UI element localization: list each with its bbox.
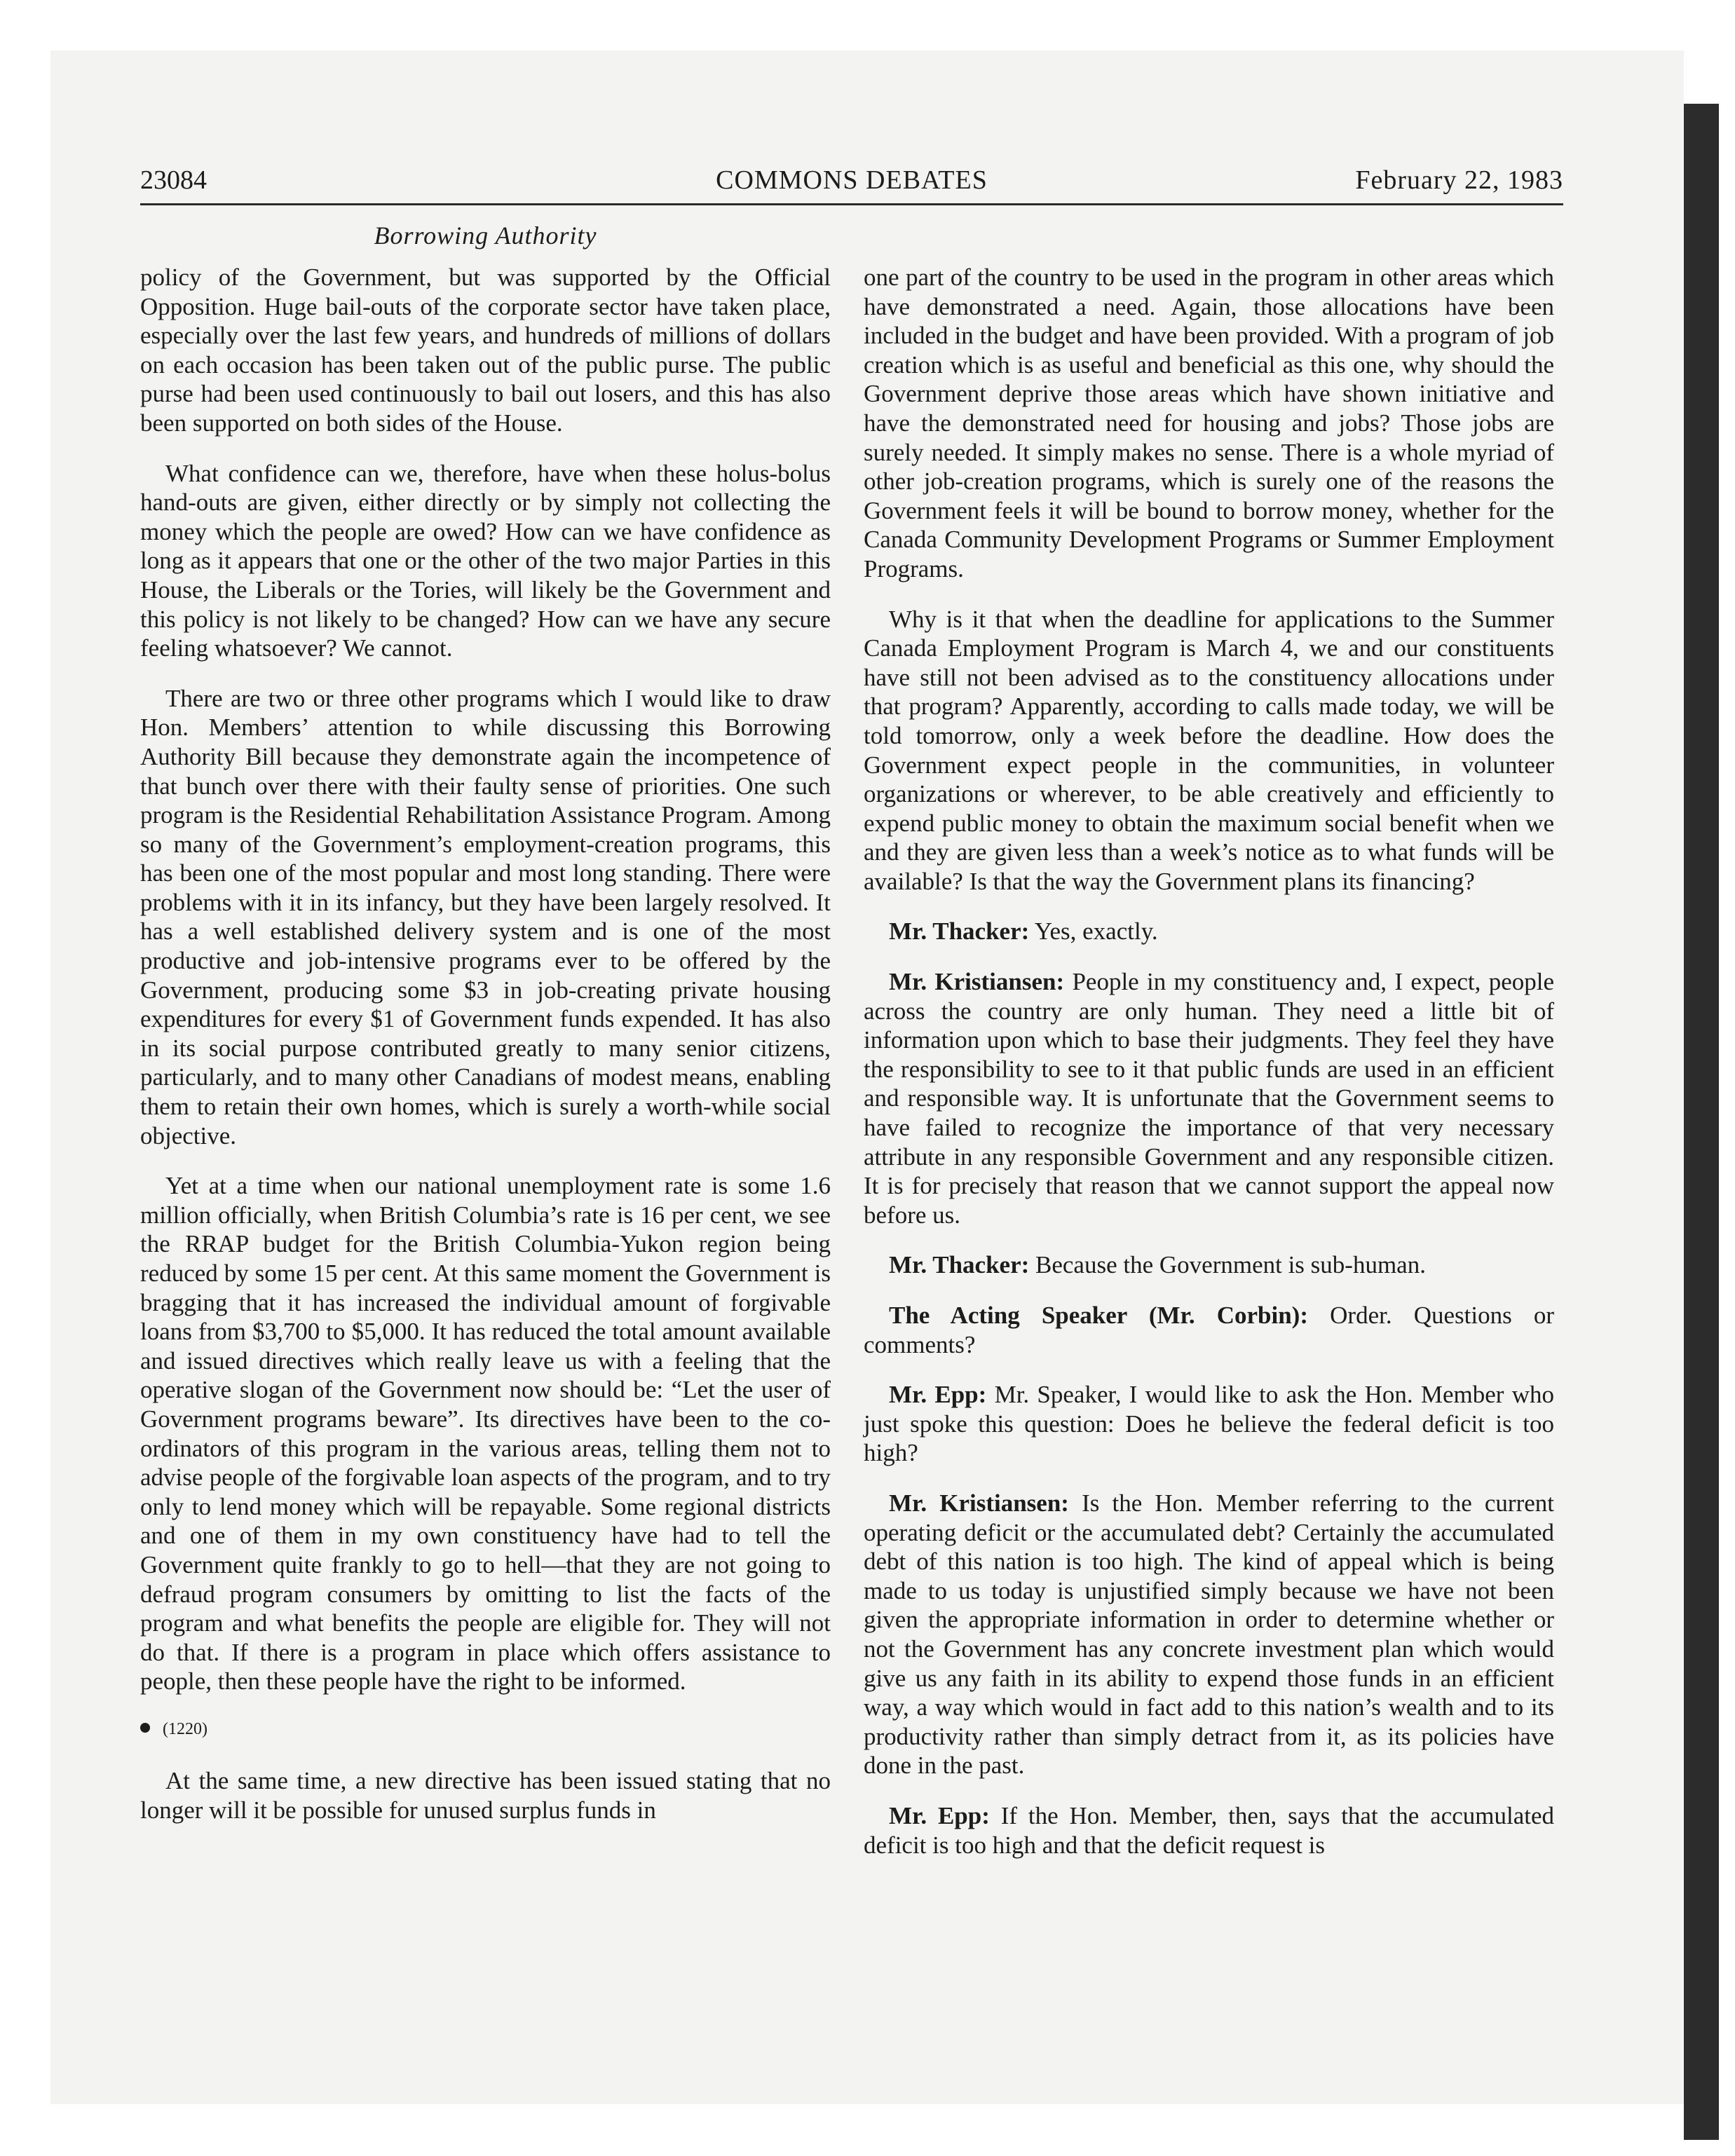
speech [864,1301,1554,1359]
paragraph: There are two or three other programs which I would like to draw Hon. Members’ attention to while discussing this Borrowing Authority Bill because they demonstrate again the incompetence of that bunch over there with their faulty sense of priorities. One such program is the Residential Rehabilitation Assistance Program. Among so many of the Government’s employment-creation programs, this has been one of the most popular and most long standing. There were problems with it in its infancy, but they have been largely resolved. It has a well established delivery system and is one of the most productive and job-intensive programs ever to be offered by the Government, producing some $3 in job-creating private housing expenditures for every $1 of Government funds expended. It has also in its social purpose contributed greatly to many senior citizens, particularly, and to many other Canadians of modest means, enabling them to retain their own homes, which is surely a worth-while social objective. [140,684,831,1149]
paragraph: What confidence can we, therefore, have when these holus-bolus hand-outs are given, either directly or by simply not collecting the money which the people are owed? How can we have confidence as long as it appears that one or the other of the two major Parties in this House, the Liberals or the Tories, will likely be the Government and this policy is not likely to be changed? How can we have any secure feeling whatsoever? We cannot. [140,459,831,662]
speech [864,1489,1554,1780]
paragraph: Why is it that when the deadline for applications to the Summer Canada Employment Program is March 4, we and our constituents have still not been advised as to the constituency allocations under that program? Apparently, according to calls made today, we will be told tomorrow, only a week before the deadline. How does the Government expect people in the communities, in volunteer organizations or wherever, to be able creatively and efficiently to expend public money to obtain the maximum social benefit when we and they are given less than a week’s notice as to what funds will be available? Is that the way the Government plans its financing? [864,605,1554,895]
paragraph: Yet at a time when our national unemployment rate is some 1.6 million officially, when British Columbia’s rate is 16 per cent, we see the RRAP budget for the British Columbia-Yukon region being reduced by some 15 per cent. At this same moment the Government is bragging that it has increased the individual amount of forgivable loans from $3,700 to $5,000. It has reduced the total amount available and issued directives which really leave us with a feeling that the operative slogan of the Government now should be: “Let the user of Government programs beware”. Its directives have been to the co-ordinators of this program in the various areas, telling them not to advise people of the forgivable loan aspects of the program, and to try only to lend money which will be repayable. Some regional districts and one of them in my own constituency have had to tell the Government quite frankly to go to hell—that they are not going to defraud program consumers by omitting to list the facts of the program and what benefits the people are eligible for. They will not do that. If there is a program in place which offers assistance to people, then these people have the right to be informed. [140,1172,831,1696]
speech-text: Is the Hon. Member referring to the current operating deficit or the accumulated debt? Certainly the accumulated debt of this nation is too high. The kind of appeal which is being made to us today is unjustified simply because we have not been given the appropriate information in order to determine whether or not the Government has any concrete investment plan which would give us any faith in its ability to expend those funds in an efficient way, a way which would in fact add to this nation’s wealth and to its productivity rather than simply detract from it, as its policies have done in the past. [864,1489,1554,1780]
paragraph: policy of the Government, but was supported by the Official Opposition. Huge bail-outs of the corporate sector have taken place, especially over the last few years, and hundreds of millions of dollars on each occasion has been taken out of the public purse. The public purse had been used continuously to bail out losers, and this has also been supported on both sides of the House. [140,264,831,437]
left-column [140,263,831,1845]
speech-text: Mr. Speaker, I would like to ask the Hon. Member who just spoke this question: Does he believe the federal deficit is too high? [864,1381,1554,1467]
speech-text: If the Hon. Member, then, says that the accumulated deficit is too high and that the deficit request is [864,1801,1555,1859]
speech-text: Because the Government is sub-human. [1035,1251,1426,1279]
speaker-name: Mr. Kristiansen: [889,968,1065,996]
speech [864,967,1554,1229]
page-number: 23084 [140,165,207,195]
speech [864,1801,1554,1860]
paragraph: At the same time, a new directive has been issued stating that no longer will it be possible for unused surplus funds in [140,1766,831,1824]
speaker-name: Mr. Thacker: [889,1251,1030,1279]
speaker-name: Mr. Epp: [889,1801,990,1829]
speaker-name: Mr. Kristiansen: [889,1489,1069,1517]
speech [864,1380,1554,1468]
time-marker [140,1717,831,1741]
right-column [864,263,1554,1881]
speaker-name: Mr. Epp: [889,1381,987,1409]
journal-title: COMMONS DEBATES [716,165,988,195]
bullet-icon [140,1723,150,1733]
speech [864,917,1554,946]
speech [864,1250,1554,1280]
speech-text: Yes, exactly. [1034,917,1158,946]
paragraph: one part of the country to be used in the program in other areas which have demonstrated a need. Again, those allocations have been included in the budget and have been provided. With a program of job creation which is as useful and beneficial as this one, why should the Government deprive those areas which have shown initiative and have the demonstrated need for housing and jobs? Those jobs are surely needed. It simply makes no sense. There is a whole myriad of other job-creation programs, which is surely one of the reasons the Government feels it will be bound to borrow money, whether for the Canada Community Development Programs or Summer Employment Programs. [864,264,1554,582]
speech-text: Order. Questions or comments? [864,1302,1554,1358]
speaker-name: The Acting Speaker (Mr. Corbin): [889,1302,1308,1329]
time-marker-text: (1220) [163,1719,207,1738]
running-header [140,163,1563,205]
speaker-name: Mr. Thacker: [889,917,1030,946]
scan-edge-shadow [1684,104,1719,2140]
speech-text: People in my constituency and, I expect, people across the country are only human. They need a little bit of information upon which to base their judgments. They feel they have the responsibility to see to it that public funds are used in an efficient and responsible way. It is unfortunate that the Government seems to have failed to recognize the importance of that very necessary attribute in any responsible Government and any responsible citizen. It is for precisely that reason that we cannot support the appeal now before us. [864,968,1554,1229]
issue-date: February 22, 1983 [1355,165,1563,195]
section-title: Borrowing Authority [374,221,597,250]
